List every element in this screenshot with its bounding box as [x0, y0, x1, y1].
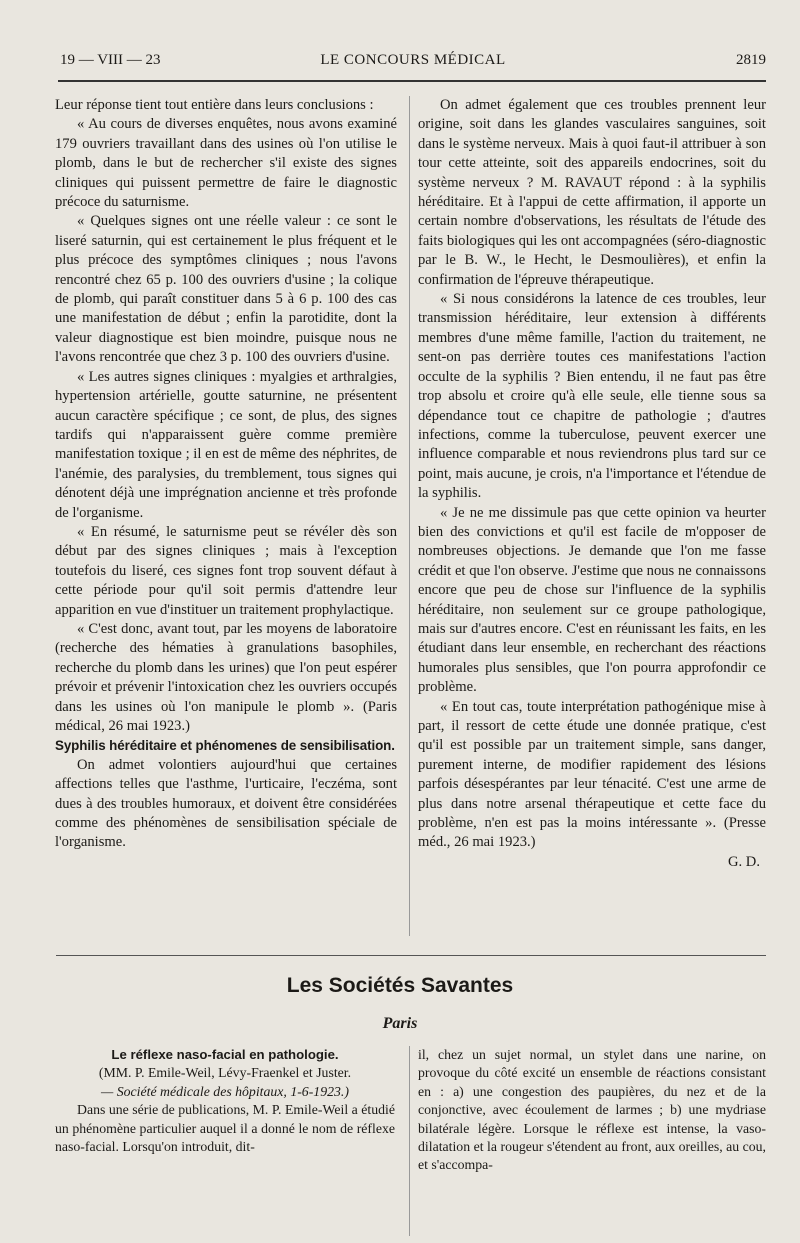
- section-subtitle: Paris: [382, 1015, 418, 1032]
- article-byline-source: — Société médicale des hôpitaux, 1-6-1923.): [101, 1083, 349, 1099]
- issue-date: 19 — VIII — 23: [60, 52, 161, 68]
- article-column-divider: [409, 1046, 410, 1236]
- paragraph: Leur réponse tient tout entière dans leurs conclusions :: [55, 97, 374, 113]
- left-column: [55, 96, 397, 853]
- paragraph: « Quelques signes ont une réelle valeur : ce sont le liseré saturnin, qui est certainement le plus fréquent et le plus précoce des symptômes cliniques ; nous l'avons rencontré chez 65 p. 100 des ouvriers d'usine ; la colique de plomb, qui paraît constituer dans 5 à 6 p. 100 des cas une manifestation de début ; enfin la parotidite, dont la valeur diagnostique est bien moindre, puisque nous ne l'avons rencontrée que chez 3 p. 100 des ouvriers d'usine.: [55, 213, 397, 366]
- paragraph: « Je ne me dissimule pas que cette opinion va heurter bien des convictions et qu'il est facile de m'opposer de nombreuses objections. Je demande que l'on me fasse crédit et que l'on observe. J'estime que nous ne connaissons encore que peu de chose sur l'influence de la syphilis héréditaire, non seulement sur ce groupe pathologique, mais sur d'autres encore. C'est en réunissant les faits, en les étudiant dans leur ensemble, en recherchant des réactions humorales plus sensibles, que l'on pourra approfondir ce problème.: [418, 504, 766, 696]
- article-left-column: [55, 1046, 395, 1156]
- page-number: 2819: [736, 52, 766, 68]
- journal-title: LE CONCOURS MÉDICAL: [320, 52, 506, 68]
- paragraph: « En tout cas, toute interprétation pathogénique mise à part, il ressort de cette étude une donnée pratique, c'est qu'il est possible par un traitement simple, sans danger, purement interne, de modifier rapidement des lésions parfois désespérantes par leur ténacité. C'est une arme de plus dans notre arsenal thérapeutique et cette face du problème, n'en est pas la moins intéressante ». (Presse méd., 26 mai 1923.): [418, 698, 766, 851]
- paragraph: il, chez un sujet normal, un stylet dans une narine, on provoque du côté excité un ensemble de réactions consistant en : a) une congestion des paupières, du nez et de la conjonctive, avec écoulement de larmes ; b) une mydriase bilatérale légère. Lorsque le réflexe est intense, la vaso-dilatation et la rougeur s'étendent au front, aux oreilles, au cou, et s'accompa-: [418, 1047, 766, 1173]
- section-title: Les Sociétés Savantes: [286, 974, 514, 997]
- page-header: [60, 50, 766, 76]
- paragraph: « Les autres signes cliniques : myalgies et arthralgies, hypertension artérielle, goutte saturnine, ne présentent aucun caractère spécifique ; ce sont, de plus, des signes tardifs qui n'apparaissent guère comme première manifestation toxique ; il en est de même des néphrites, de l'anémie, des paralysies, du tremblement, tous signes qui dénotent déjà une imprégnation ancienne et très profonde de l'organisme.: [55, 368, 397, 521]
- right-column: [418, 96, 766, 872]
- paragraph: « C'est donc, avant tout, par les moyens de laboratoire (recherche des hématies à granulations basophiles, recherche du plomb dans les urines) que l'on peut espérer prévoir et prévenir l'intoxication chez les ouvriers occupés dans les usines où l'on manipule le plomb ». (Paris médical, 26 mai 1923.): [55, 620, 397, 734]
- paragraph: « Si nous considérons la latence de ces troubles, leur transmission héréditaire, leur extension à différents membres d'une même famille, l'action du traitement, ne sent-on pas derrière toutes ces manifestations l'action occulte de la syphilis ? Bien entendu, il ne faut pas être trop absolu et croire qu'à elle seule, elle tienne sous sa dépendance tout ce chapitre de pathologie ; d'autres infections, comme la tuberculose, peuvent exercer une influence comparable et nous reviendrons plus tard sur ce point, mais aucune, je crois, n'a l'importance et l'étendue de la syphilis.: [418, 291, 766, 502]
- paragraph: « Au cours de diverses enquêtes, nous avons examiné 179 ouvriers travaillant dans des usines où l'on utilise le plomb, dans le but de rechercher s'il existe des signes cliniques qui puissent permettre de faire le diagnostic précoce du saturnisme.: [55, 116, 397, 211]
- section-rule: [56, 955, 766, 956]
- signature: G. D.: [727, 853, 760, 870]
- header-rule: [58, 80, 766, 82]
- article-title: Le réflexe naso-facial en pathologie.: [111, 1047, 339, 1062]
- article-byline-authors: (MM. P. Emile-Weil, Lévy-Fraenkel et Juster.: [98, 1065, 352, 1081]
- section-subheading: Syphilis héréditaire et phénomenes de sensibilisation.: [55, 738, 395, 754]
- article-right-column: [418, 1046, 766, 1175]
- paragraph: « En résumé, le saturnisme peut se révéler dès son début par des signes cliniques ; mais à l'exception toutefois du liseré, ces signes font trop souvent défaut à cette période pour qu'il soit permis d'attendre leur apparition en vue d'instituer un traitement prophylactique.: [55, 523, 397, 618]
- paragraph: On admet également que ces troubles prennent leur origine, soit dans les glandes vasculaires sanguines, soit dans le système nerveux. Mais à quoi faut-il attribuer à son tour cette atteinte, soit des appareils endocrines, soit du système nerveux ? M. RAVAUT répond : à la syphilis héréditaire. Et à l'appui de cette affirmation, il apporte un certain nombre d'observations, les résultats de l'étude des faits biologiques qui les ont accompagnées (séro-diagnostic par le B. W., le Hecht, le Desmoulières), et enfin la confirmation de l'épreuve thérapeutique.: [418, 97, 766, 288]
- column-divider: [409, 96, 410, 936]
- paragraph: On admet volontiers aujourd'hui que certaines affections telles que l'asthme, l'urticaire, l'eczéma, sont dues à des troubles humoraux, et doivent être considérées comme des phénomènes de sensibilisation spéciale de l'organisme.: [55, 756, 397, 851]
- paragraph: Dans une série de publications, M. P. Emile-Weil a étudié un phénomène particulier auquel il a donné le nom de réflexe naso-facial. Lorsqu'on introduit, dit-: [55, 1102, 395, 1155]
